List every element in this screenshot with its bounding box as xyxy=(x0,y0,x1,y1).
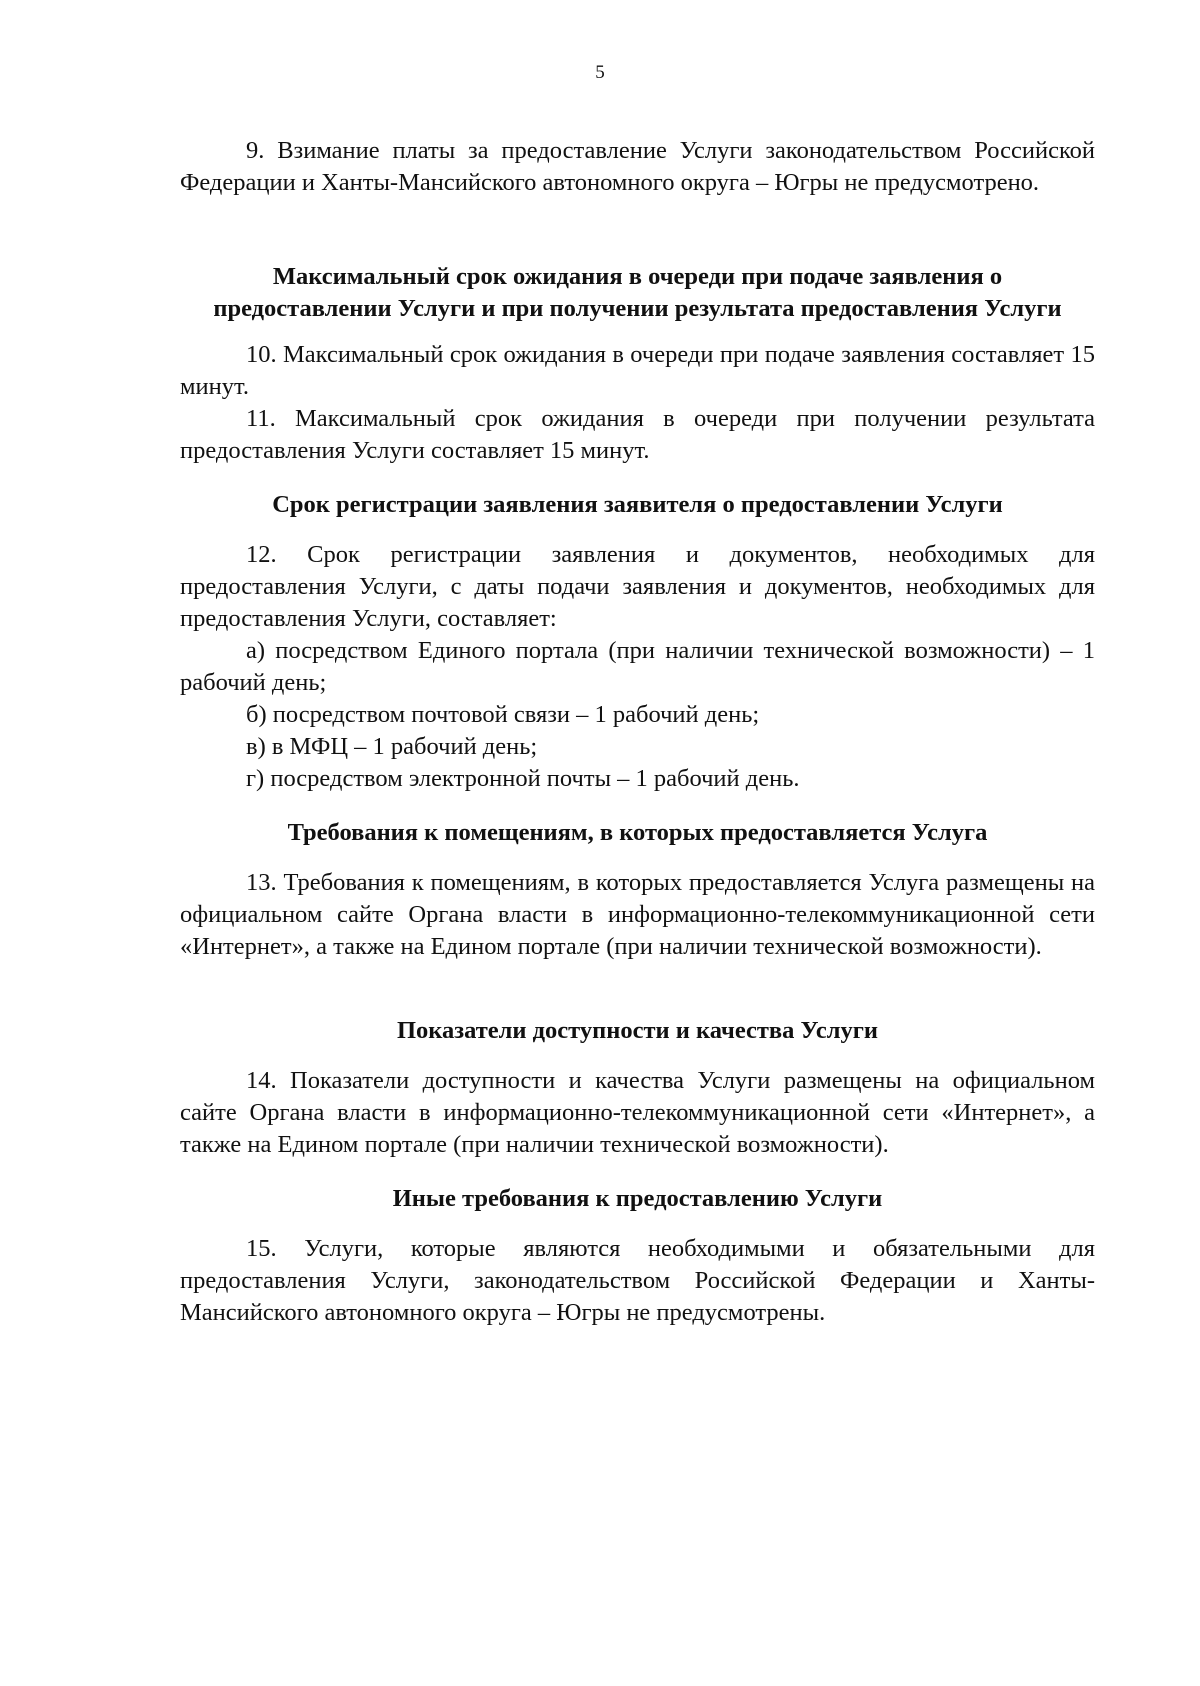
list-item-g: г) посредством электронной почты – 1 рабочий день. xyxy=(246,765,800,792)
paragraph-10: 10. Максимальный срок ожидания в очереди при подаче заявления составляет 15 минут. xyxy=(180,341,1095,400)
page-number: 5 xyxy=(595,62,605,83)
heading-premises-requirements: Требования к помещениям, в которых предоставляется Услуга xyxy=(287,819,988,846)
paragraph-14: 14. Показатели доступности и качества Услуги размещены на официальном сайте Органа власти в информационно-телекоммуникационной сети «Интернет», а также на Едином портале (при наличии технической возможности). xyxy=(180,1067,1095,1158)
paragraph-9: 9. Взимание платы за предоставление Услуги законодательством Российской Федерации и Ханты-Мансийского автономного округа – Югры не предусмотрено. xyxy=(180,137,1095,196)
list-item-a: а) посредством Единого портала (при наличии технической возможности) – 1 рабочий день; xyxy=(180,637,1095,696)
list-item-v: в) в МФЦ – 1 рабочий день; xyxy=(246,733,538,760)
document-body xyxy=(180,135,1095,1329)
heading-other-requirements: Иные требования к предоставлению Услуги xyxy=(392,1185,883,1212)
heading-max-wait-time: Максимальный срок ожидания в очереди при подаче заявления о предоставлении Услуги и при получении результата предоставления Услуги xyxy=(213,263,1062,322)
paragraph-15: 15. Услуги, которые являются необходимыми и обязательными для предоставления Услуги, законодательством Российской Федерации и Ханты-Мансийского автономного округа – Югры не предусмотрены. xyxy=(180,1235,1095,1326)
paragraph-12: 12. Срок регистрации заявления и документов, необходимых для предоставления Услуги, с даты подачи заявления и документов, необходимых для предоставления Услуги, составляет: xyxy=(180,541,1095,632)
heading-registration-term: Срок регистрации заявления заявителя о предоставлении Услуги xyxy=(272,491,1003,518)
paragraph-13: 13. Требования к помещениям, в которых предоставляется Услуга размещены на официальном сайте Органа власти в информационно-телекоммуникационной сети «Интернет», а также на Едином портале (при наличии технической возможности). xyxy=(180,869,1095,960)
paragraph-11: 11. Максимальный срок ожидания в очереди при получении результата предоставления Услуги составляет 15 минут. xyxy=(180,405,1095,464)
heading-availability-quality: Показатели доступности и качества Услуги xyxy=(397,1017,878,1044)
list-item-b: б) посредством почтовой связи – 1 рабочий день; xyxy=(246,701,760,728)
